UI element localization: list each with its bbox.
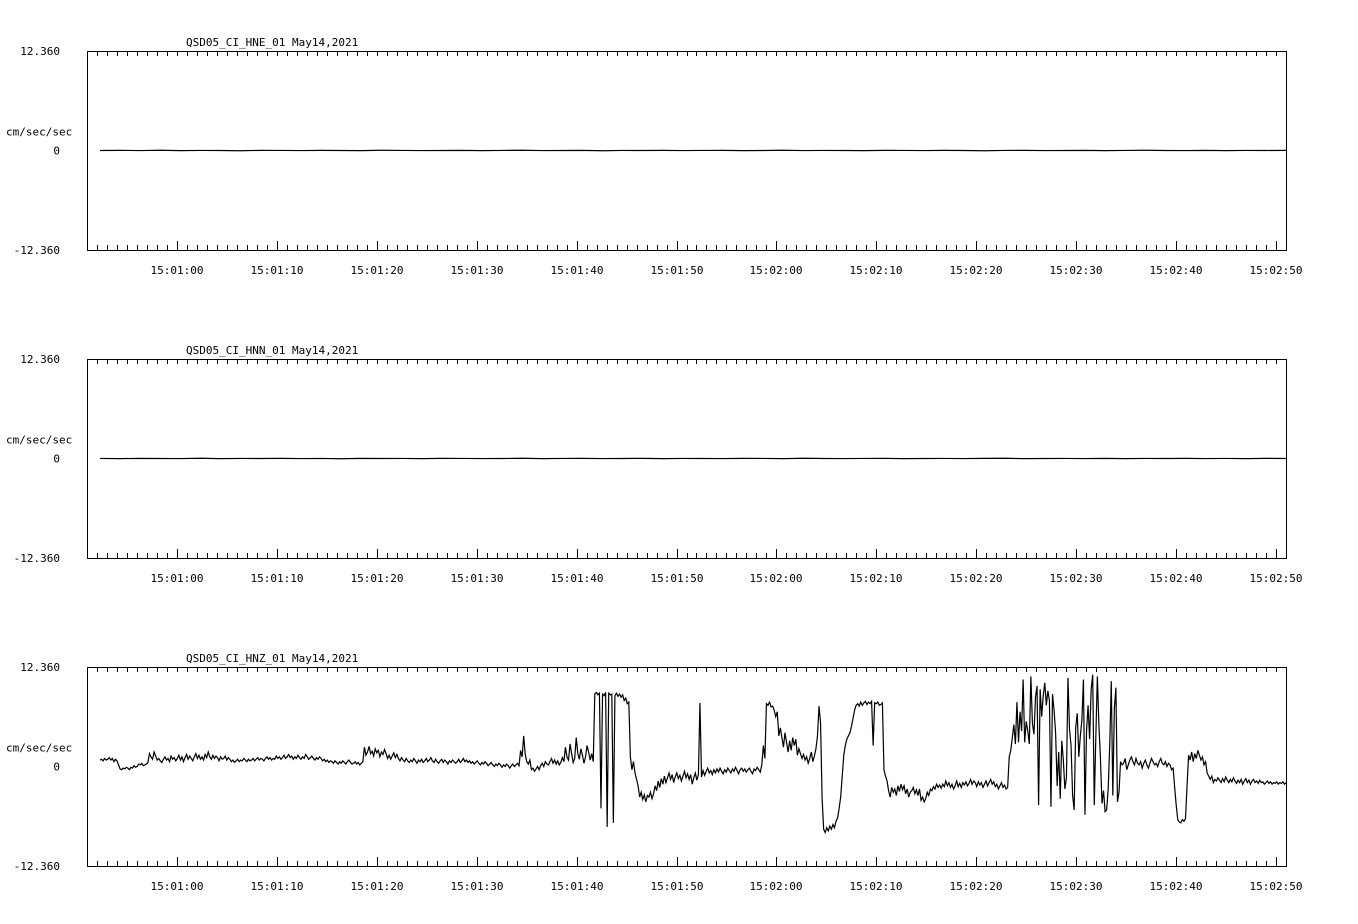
panel-1-xtick-label: 15:01:30 <box>450 264 504 277</box>
panel-3-ytick-zero: 0 <box>53 760 60 774</box>
panel-2-xtick-label: 15:02:50 <box>1249 572 1303 585</box>
panel-2-xtick-label: 15:02:40 <box>1149 572 1203 585</box>
panel-2-ylabel: cm/sec/sec <box>6 433 73 447</box>
panel-1-xtick-label: 15:02:00 <box>749 264 803 277</box>
panel-2-xtick-label: 15:01:50 <box>650 572 704 585</box>
panel-2-xtick-label: 15:01:30 <box>450 572 504 585</box>
panel-2-xtick-label: 15:02:10 <box>849 572 903 585</box>
panel-3-xtick-label: 15:02:30 <box>1049 880 1103 893</box>
panel-2-xtick-label: 15:01:00 <box>150 572 204 585</box>
panel-3-xtick-label: 15:02:50 <box>1249 880 1303 893</box>
panel-3-xtick-label: 15:01:40 <box>550 880 604 893</box>
panel-1-xtick-label: 15:02:30 <box>1049 264 1103 277</box>
panel-2-xtick-label: 15:02:00 <box>749 572 803 585</box>
panel-3-ytick-min: -12.360 <box>13 860 60 873</box>
panel-2-title: QSD05_CI_HNN_01 May14,2021 <box>186 344 359 357</box>
panel-3-xtick-label: 15:02:20 <box>949 880 1003 893</box>
panel-1-xtick-label: 15:02:20 <box>949 264 1003 277</box>
panel-1-ytick-zero: 0 <box>53 144 60 158</box>
panel-3-xtick-label: 15:02:10 <box>849 880 903 893</box>
panel-2-xtick-label: 15:02:20 <box>949 572 1003 585</box>
panel-1-xtick-label: 15:01:50 <box>650 264 704 277</box>
panel-1-xtick-label: 15:01:20 <box>350 264 404 277</box>
panel-3-plot-frame <box>88 668 1287 867</box>
panel-1-xtick-label: 15:02:50 <box>1249 264 1303 277</box>
panel-1-xtick-label: 15:01:00 <box>150 264 204 277</box>
panel-3-xtick-label: 15:01:10 <box>250 880 304 893</box>
panel-1-title: QSD05_CI_HNE_01 May14,2021 <box>186 36 359 49</box>
panel-2-ytick-min: -12.360 <box>13 552 60 565</box>
panel-2-ytick-max: 12.360 <box>20 353 60 366</box>
panel-3-title: QSD05_CI_HNZ_01 May14,2021 <box>186 652 359 665</box>
panel-2-xtick-label: 15:01:20 <box>350 572 404 585</box>
panel-1-xtick-label: 15:02:40 <box>1149 264 1203 277</box>
panel-2-xtick-label: 15:01:40 <box>550 572 604 585</box>
panel-1-ytick-min: -12.360 <box>13 244 60 257</box>
panel-3-xtick-label: 15:01:20 <box>350 880 404 893</box>
panel-3-xtick-label: 15:01:30 <box>450 880 504 893</box>
panel-2-ytick-zero: 0 <box>53 452 60 466</box>
panel-3-xtick-label: 15:02:00 <box>749 880 803 893</box>
panel-3-trace-line <box>100 675 1286 833</box>
panel-1-xtick-label: 15:01:10 <box>250 264 304 277</box>
panel-2-xtick-label: 15:02:30 <box>1049 572 1103 585</box>
panel-1-ytick-max: 12.360 <box>20 45 60 58</box>
panel-3-xtick-label: 15:01:50 <box>650 880 704 893</box>
panel-3-ytick-max: 12.360 <box>20 661 60 674</box>
panel-1-xtick-label: 15:01:40 <box>550 264 604 277</box>
panel-1-xtick-label: 15:02:10 <box>849 264 903 277</box>
panel-3-xtick-label: 15:01:00 <box>150 880 204 893</box>
panel-2-xtick-label: 15:01:10 <box>250 572 304 585</box>
panel-1-ylabel: cm/sec/sec <box>6 125 73 139</box>
panel-3-xtick-label: 15:02:40 <box>1149 880 1203 893</box>
panel-3-ylabel: cm/sec/sec <box>6 741 73 755</box>
